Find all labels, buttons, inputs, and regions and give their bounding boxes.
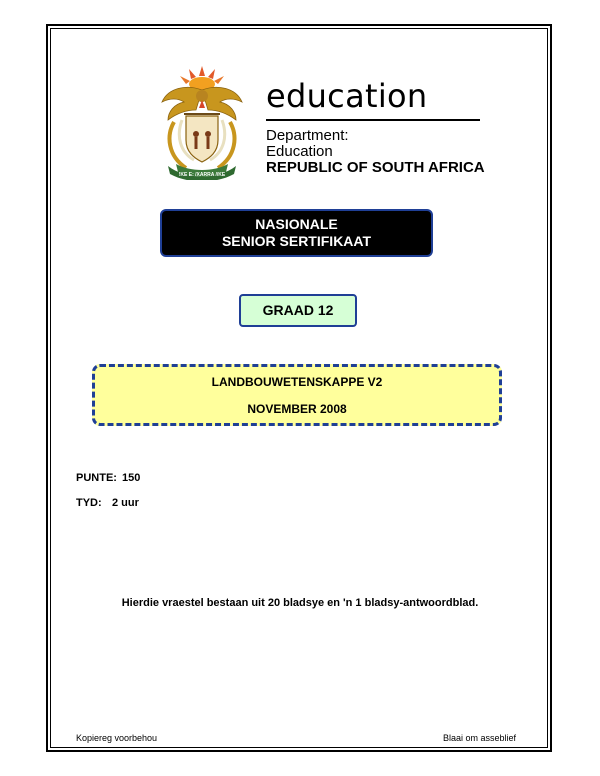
certificate-title-box <box>160 209 433 257</box>
marks-value: 150 <box>122 472 141 484</box>
marks-label: PUNTE: <box>76 472 117 484</box>
time-label: TYD: <box>76 497 102 509</box>
department-name: Education <box>266 143 333 160</box>
copyright-footer: Kopiereg voorbehou <box>76 733 158 743</box>
grade-badge: GRAAD 12 <box>239 294 357 327</box>
wordmark-underline <box>266 119 480 121</box>
certificate-title-line1: NASIONALE <box>255 216 338 232</box>
exam-date: NOVEMBER 2008 <box>247 402 347 416</box>
svg-text:!KE E: /XARRA //KE: !KE E: /XARRA //KE <box>178 172 226 178</box>
coat-of-arms-icon <box>156 64 248 180</box>
time-row <box>76 497 139 509</box>
department-label: Department: <box>266 127 349 144</box>
turn-page-footer: Blaai om asseblief <box>442 733 516 743</box>
time-value: 2 uur <box>112 497 139 509</box>
paper-info-text: Hierdie vraestel bestaan uit 20 bladsye en 'n 1 bladsy-antwoordblad. <box>121 597 479 609</box>
subject-box <box>92 364 502 426</box>
brand-wordmark: education <box>266 77 428 115</box>
subject-name: LANDBOUWETENSKAPPE V2 <box>211 375 383 389</box>
country-name: REPUBLIC OF SOUTH AFRICA <box>266 159 485 176</box>
marks-row <box>76 472 140 484</box>
certificate-title-line2: SENIOR SERTIFIKAAT <box>221 233 372 249</box>
